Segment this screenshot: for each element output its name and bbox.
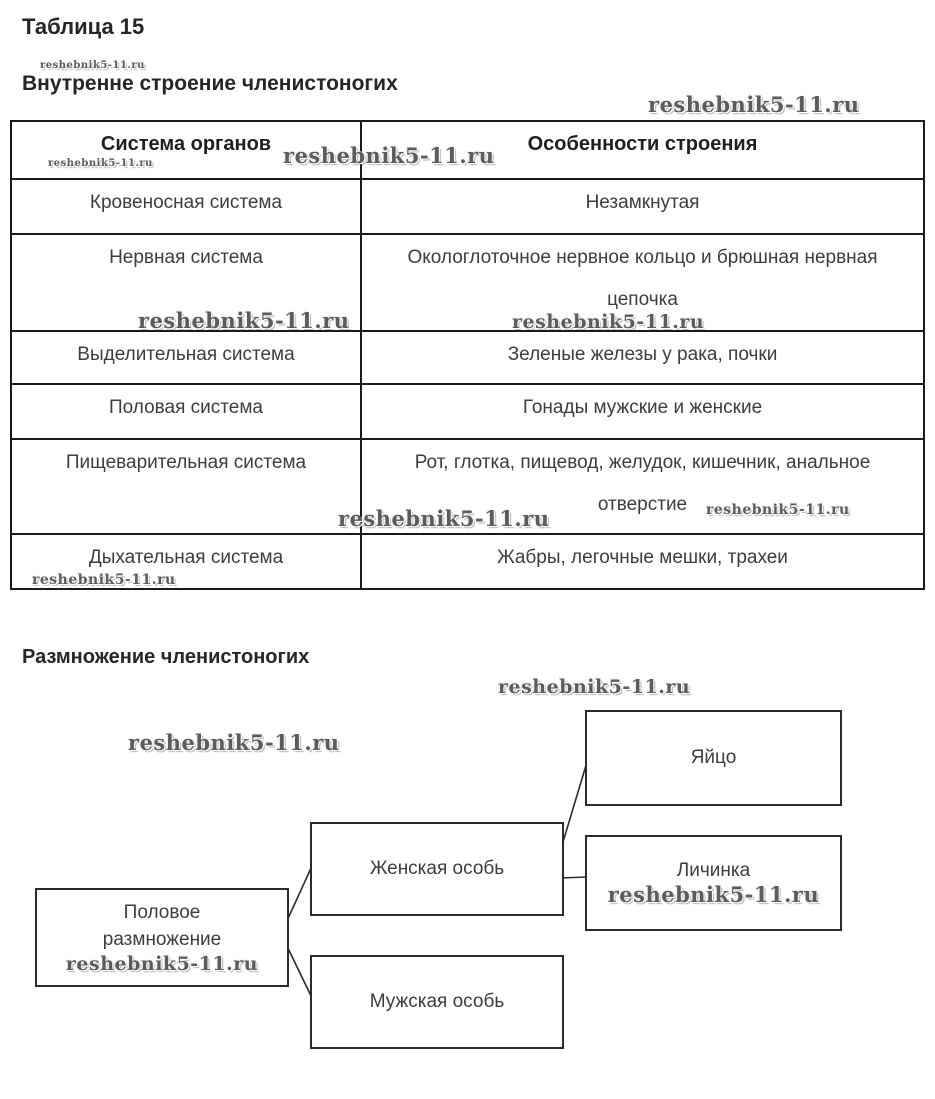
section-heading-internal-structure: Внутренне строение членистоногих: [22, 72, 398, 95]
table-row: [11, 534, 924, 589]
cell-features-text: Рот, глотка, пищевод, желудок, кишечник, анальное отверстие: [414, 452, 871, 515]
watermark: reshebnik5-11.ru: [65, 953, 259, 976]
table-row: [11, 179, 924, 234]
diagram-box-larva: [585, 835, 842, 931]
cell-features: [361, 439, 924, 534]
watermark: reshebnik5-11.ru: [706, 502, 850, 518]
watermark: reshebnik5-11.ru: [607, 881, 820, 907]
cell-features: [361, 331, 924, 384]
table-header-row: [11, 121, 924, 179]
column-header-organ-system: Система органов: [11, 121, 361, 179]
cell-features: [361, 384, 924, 439]
diagram-box-label: Женская особь: [369, 858, 505, 879]
watermark: reshebnik5-11.ru: [40, 60, 145, 71]
cell-features-text: Жабры, легочные мешки, трахеи: [497, 547, 788, 568]
watermark: reshebnik5-11.ru: [338, 506, 550, 531]
cell-features-text: Зеленые железы у рака, почки: [507, 344, 778, 365]
table-row: [11, 331, 924, 384]
table-number-label: Таблица 15: [22, 14, 145, 39]
cell-system: Кровеносная система: [11, 179, 361, 234]
cell-features: [361, 234, 924, 331]
cell-features: [361, 534, 924, 589]
watermark: reshebnik5-11.ru: [48, 158, 153, 169]
organ-systems-table: [10, 120, 925, 590]
table-row: [11, 439, 924, 534]
diagram-box-female: [310, 822, 564, 916]
diagram-box-label: Личинка: [676, 859, 751, 881]
cell-system: Половая система: [11, 384, 361, 439]
cell-system: Нервная система: [11, 234, 361, 331]
watermark: reshebnik5-11.ru: [138, 308, 350, 333]
section-heading-reproduction: Размножение членистоногих: [22, 646, 310, 668]
diagram-box-egg: [585, 710, 842, 806]
watermark: reshebnik5-11.ru: [512, 311, 705, 333]
cell-system: Выделительная система: [11, 331, 361, 384]
cell-features-text: Окологлоточное нервное кольцо и брюшная нервная цепочка: [407, 247, 878, 310]
watermark: reshebnik5-11.ru: [128, 730, 340, 755]
watermark: reshebnik5-11.ru: [32, 572, 176, 588]
watermark: reshebnik5-11.ru: [648, 92, 860, 117]
diagram-box-label: Яйцо: [690, 747, 737, 768]
diagram-box-label: Мужская особь: [369, 991, 505, 1012]
diagram-box-sexual-reproduction: [35, 888, 289, 987]
cell-features: [361, 179, 924, 234]
diagram-box-label: Половое размножение: [102, 901, 222, 950]
column-header-structure-features: Особенности строения: [361, 121, 924, 179]
table-row: [11, 234, 924, 331]
watermark: reshebnik5-11.ru: [283, 143, 495, 168]
cell-system: Дыхательная система: [11, 534, 361, 589]
cell-system: Пищеварительная система: [11, 439, 361, 534]
table-row: [11, 384, 924, 439]
watermark: reshebnik5-11.ru: [498, 676, 691, 698]
cell-features-text: Незамкнутая: [585, 192, 700, 213]
diagram-box-male: [310, 955, 564, 1049]
cell-features-text: Гонады мужские и женские: [522, 397, 763, 418]
